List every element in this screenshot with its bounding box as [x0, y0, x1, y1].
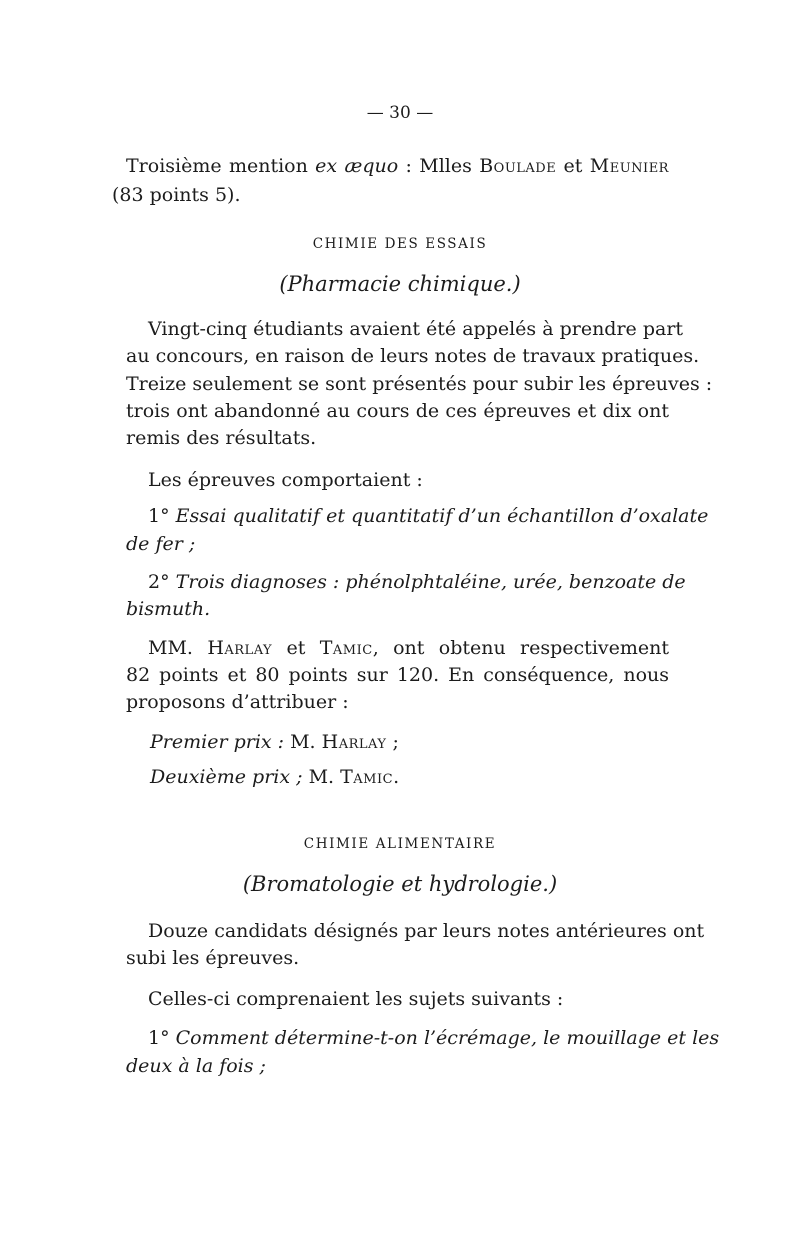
prize-text-a: M. [284, 731, 322, 753]
mention-text-c: et [556, 155, 590, 177]
para-line: au concours, en raison de leurs notes de travaux pratiques. [126, 345, 700, 367]
results-line-3: proposons d’attribuer : [126, 691, 349, 713]
mention-line-2: (83 points 5). [112, 184, 241, 206]
premier-prix [150, 729, 399, 756]
prize-label: Deuxième prix ; [150, 766, 303, 788]
results-text-b: et [272, 637, 320, 659]
list-item-1-line-1 [148, 1025, 720, 1052]
para-line: trois ont abandonné au cours de ces épreuves et dix ont [126, 400, 669, 422]
section-heading-chimie-essais: CHIMIE DES ESSAIS [312, 236, 488, 252]
page-number: — 30 — [366, 103, 434, 123]
list-item-1-line-1 [148, 503, 709, 530]
name-meunier: Meunier [589, 155, 669, 177]
ex-aequo: ex æquo [315, 155, 399, 177]
list-item-number: 2° [148, 571, 170, 593]
results-text-c: , ont obtenu respectivement [372, 637, 670, 659]
results-line-1 [148, 635, 669, 662]
section-subtitle-pharmacie: (Pharmacie chimique.) [279, 272, 521, 296]
results-line-2: 82 points et 80 points sur 120. En conséquence, nous [126, 664, 669, 686]
list-item-2-line-1 [148, 569, 686, 596]
list-item-text: Trois diagnoses : phénolphtaléine, urée, benzoate de [175, 571, 686, 593]
para-line: Douze candidats désignés par leurs notes antérieures ont [148, 920, 705, 942]
mention-line-1 [126, 153, 669, 180]
list-item-1-line-2: deux à la fois ; [126, 1055, 266, 1077]
results-text-a: MM. [148, 637, 208, 659]
prize-name: Harlay [321, 731, 387, 753]
name-harlay: Harlay [207, 637, 273, 659]
list-item-number: 1° [148, 1027, 170, 1049]
epreuves-intro: Les épreuves comportaient : [148, 469, 423, 491]
prize-text-b: ; [386, 731, 399, 753]
prize-name: Tamic [340, 766, 394, 788]
list-item-number: 1° [148, 505, 170, 527]
para-line: Treize seulement se sont présentés pour subir les épreuves : [126, 373, 713, 395]
section-heading-chimie-alimentaire: CHIMIE ALIMENTAIRE [303, 836, 497, 852]
sujets-intro: Celles-ci comprenaient les sujets suivants : [148, 988, 564, 1010]
para-line: Vingt-cinq étudiants avaient été appelés à prendre part [148, 318, 684, 340]
section-subtitle-bromatologie: (Bromatologie et hydrologie.) [242, 872, 558, 896]
prize-label: Premier prix : [150, 731, 285, 753]
list-item-text: Comment détermine-t-on l’écrémage, le mouillage et les [175, 1027, 720, 1049]
mention-text-b: : Mlles [398, 155, 480, 177]
list-item-1-line-2: de fer ; [126, 533, 196, 555]
name-boulade: Boulade [479, 155, 557, 177]
list-item-2-line-2: bismuth. [126, 598, 211, 620]
mention-text-a: Troisième mention [126, 155, 316, 177]
name-tamic: Tamic [319, 637, 373, 659]
para-line: subi les épreuves. [126, 947, 300, 969]
prize-text-b: . [393, 766, 400, 788]
list-item-text: Essai qualitatif et quantitatif d’un échantillon d’oxalate [175, 505, 709, 527]
prize-text-a: M. [302, 766, 341, 788]
para-line: remis des résultats. [126, 427, 317, 449]
deuxieme-prix [150, 764, 399, 791]
